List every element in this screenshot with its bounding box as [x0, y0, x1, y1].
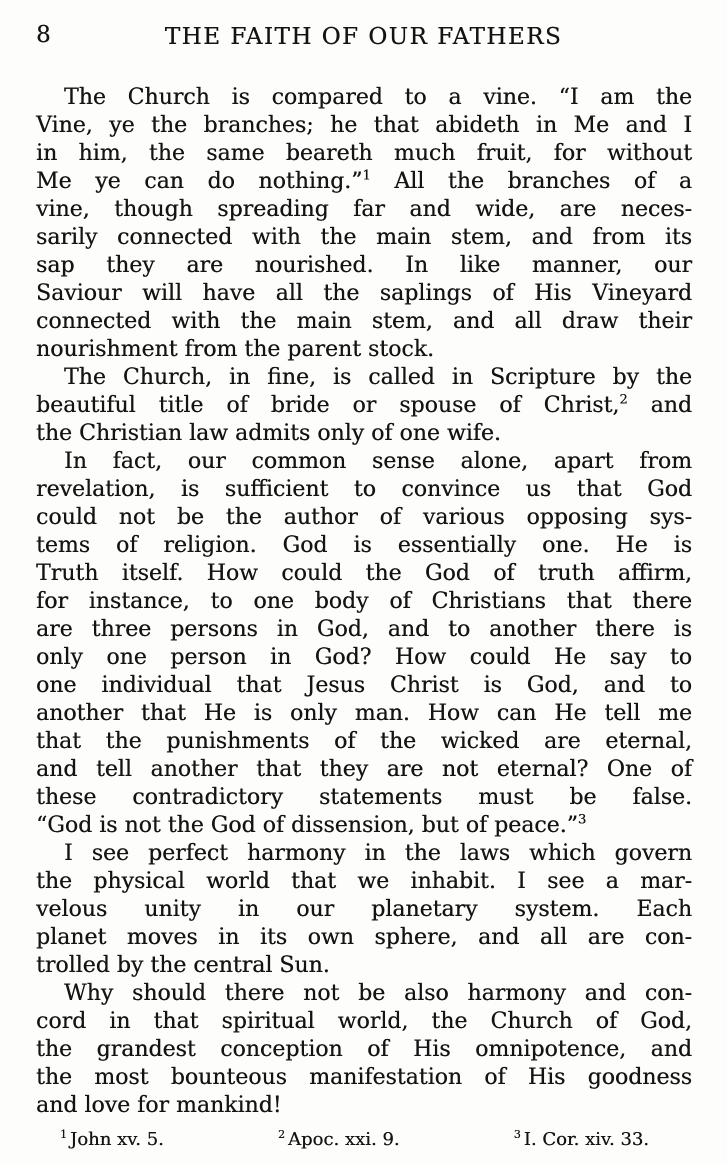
- footnotes-row: [0, 1129, 727, 1150]
- text-line: velous unity in our planetary system. Each: [36, 897, 692, 922]
- paragraph: [36, 448, 692, 840]
- text-line: one individual that Jesus Christ is God, and to: [36, 673, 692, 698]
- text-line: In fact, our common sense alone, apart from: [64, 449, 692, 474]
- text-line: and tell another that they are not eternal? One of: [36, 757, 692, 782]
- running-header-title: THE FAITH OF OUR FATHERS: [164, 24, 563, 50]
- text-line: Saviour will have all the saplings of His Vineyard: [36, 281, 692, 306]
- text-line: the Christian law admits only of one wife.: [36, 421, 501, 446]
- text-line: I see perfect harmony in the laws which govern: [64, 841, 692, 866]
- text-line: for instance, to one body of Christians that there: [36, 589, 692, 614]
- text-line: nourishment from the parent stock.: [36, 337, 435, 362]
- page-header: [0, 0, 727, 58]
- text-line: could not be the author of various opposing sys-: [36, 505, 692, 530]
- footnote-reference: 3: [577, 812, 587, 828]
- text-line: the most bounteous manifestation of His goodness: [36, 1065, 692, 1090]
- text-line: Me ye can do nothing.”$^1$ All the branches of a: [36, 168, 692, 194]
- text-line: planet moves in its own sphere, and all are con-: [36, 925, 692, 950]
- text-line: “God is not the God of dissension, but of peace.”$^3$: [36, 812, 587, 838]
- paragraph: [36, 980, 692, 1120]
- text-line: connected with the main stem, and all draw their: [36, 309, 692, 334]
- footnote-marker: 1: [60, 1128, 67, 1141]
- footnote-reference: 2: [619, 392, 628, 408]
- footnote: [514, 1129, 649, 1150]
- text-line: vine, though spreading far and wide, are neces-: [36, 197, 692, 222]
- text-line: only one person in God? How could He say to: [36, 645, 692, 670]
- footnote: [278, 1129, 400, 1150]
- text-line: cord in that spiritual world, the Church of God,: [36, 1009, 692, 1034]
- paragraph: [36, 84, 692, 364]
- text-line: the physical world that we inhabit. I see a mar-: [36, 869, 692, 894]
- text-line: The Church, in fine, is called in Scripture by the: [64, 365, 692, 390]
- text-line: are three persons in God, and to another there is: [36, 617, 692, 642]
- text-line: beautiful title of bride or spouse of Christ,$^2$ and: [36, 392, 692, 418]
- footnote-reference: 1: [362, 168, 371, 184]
- footnote-text: Apoc. xxi. 9.: [287, 1129, 400, 1150]
- footnote-text: I. Cor. xiv. 33.: [523, 1129, 649, 1150]
- text-line: the grandest conception of His omnipotence, and: [36, 1037, 692, 1062]
- text-line: that the punishments of the wicked are eternal,: [36, 729, 692, 754]
- page-text: [0, 84, 727, 1120]
- text-line: Truth itself. How could the God of truth affirm,: [36, 561, 692, 586]
- footnote-text: John xv. 5.: [70, 1129, 164, 1150]
- text-line: sap they are nourished. In like manner, our: [36, 253, 692, 278]
- text-line: Why should there not be also harmony and con-: [64, 981, 692, 1006]
- footnote: [60, 1129, 164, 1150]
- text-line: sarily connected with the main stem, and from its: [36, 225, 692, 250]
- text-line: Vine, ye the branches; he that abideth in Me and I: [36, 113, 692, 138]
- text-line: tems of religion. God is essentially one. He is: [36, 533, 692, 558]
- footnote-marker: 3: [513, 1128, 521, 1141]
- paragraph: [36, 364, 692, 448]
- text-line: The Church is compared to a vine. “I am the: [64, 85, 692, 110]
- text-line: and love for mankind!: [36, 1093, 282, 1118]
- text-line: revelation, is sufficient to convince us that God: [36, 477, 692, 502]
- text-line: in him, the same beareth much fruit, for without: [36, 141, 692, 166]
- text-line: another that He is only man. How can He tell me: [36, 701, 692, 726]
- page-number: 8: [36, 22, 51, 48]
- text-line: trolled by the central Sun.: [36, 953, 330, 978]
- text-line: these contradictory statements must be false.: [36, 785, 692, 810]
- footnote-marker: 2: [277, 1128, 285, 1141]
- paragraph: [36, 840, 692, 980]
